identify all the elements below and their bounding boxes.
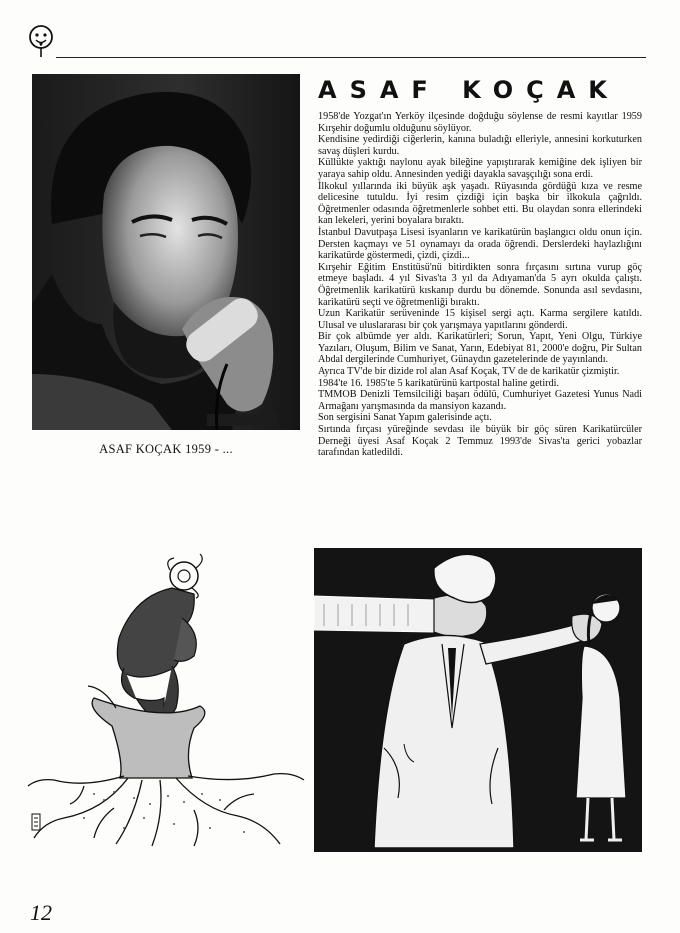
bio-paragraph: Son sergisini Sanat Yapım galerisinde açtı. xyxy=(318,412,492,424)
thinker-with-roots-drawing xyxy=(24,548,306,848)
bio-paragraph: 1958'de Yozgat'ın Yerköy ilçesinde doğduğu söylense de resmi kayıtlar 1959 Kırşehir doğumlu olduğunu söylüyor. xyxy=(318,111,642,134)
bio-paragraph: 1984'te 16. 1985'te 5 karikatürünü kartpostal haline getirdi. xyxy=(318,377,560,389)
header-rule xyxy=(56,57,646,58)
portrait-caption: ASAF KOÇAK 1959 - ... xyxy=(99,442,233,456)
bio-paragraph: TMMOB Denizli Temsilciliği başarı ödülü, Cumhuriyet Gazetesi Yunus Nadi Armağanı yarışmasında da mansiyon kazandı. xyxy=(318,389,642,412)
biography-text xyxy=(318,111,642,459)
bio-paragraph: Kırşehir Eğitim Enstitüsü'nü bitirdikten sonra fırçasını sırtına vurup göç etmeye başladı. 4 yıl Sivas'ta 3 yıl da Adıyaman'da 5 ayrı okulda çalıştı. Öğretmenlik karikatürü kıskanıp durdu bu dönemde. Sonunda asıl sevdasını, karikatürü seçti ve öğretmenliği bıraktı. xyxy=(318,261,642,308)
bio-paragraph: İlkokul yıllarında iki büyük aşk yaşadı. Rüyasında gördüğü kıza ve resme delicesine tutuldu. İyi resim çizdiği için başka bir ilkokula çağrıldı. Öğretmenler odasında öğretmenlerle sohbet etti. Bu olaydan sonra ellerindeki kan lekeleri, yerini boyalara bıraktı. xyxy=(318,180,642,227)
bio-paragraph: Bir çok albümde yer aldı. Karikatürleri; Sorun, Yapıt, Yeni Olgu, Türkiye Yazıları, Oluşum, Bilim ve Sanat, Yarın, Edebiyat 81, 2000'e doğru, Pir Sultan Abdal dergilerinde Cumhuriyet, Günaydın gazetelerinde de yayınlandı. xyxy=(318,331,642,366)
bio-paragraph: Ayrıca TV'de bir dizide rol alan Asaf Koçak, TV de de karikatür çizmiştir. xyxy=(318,366,620,378)
bio-paragraph: Küllükte yaktığı naylonu ayak bileğine yapıştırarak kemiğine dek işliyen bir yaraya sahip oldu. Annesinden yediği dayakla savaşçılığı sona erdi. xyxy=(318,157,642,180)
bio-paragraph: Sırtında fırçası yüreğinde sevdası ile büyük bir göç süren Karikatürcüler Derneği üyesi Asaf Koçak 2 Temmuz 1993'de Sivas'ta gerici yobazlar tarafından katledildi. xyxy=(318,424,642,459)
bio-paragraph: Uzun Karikatür serüveninde 15 kişisel sergi açtı. Karma sergilere katıldı. Ulusal ve uluslararası bir çok yarışmaya yapıtlarını gönderdi. xyxy=(318,308,642,331)
page-number: 12 xyxy=(30,900,52,925)
strangling-hand-cartoon xyxy=(314,548,642,852)
bio-paragraph: İstanbul Davutpaşa Lisesi isyanların ve karikatürün başlangıcı oldu onun için. Dersten kaçmayı ve 51 oynamayı da orada öğrendi. Derslerdeki haylazlığını karikatürde göstermedi, çizdi, çizdi... xyxy=(318,226,642,262)
article-title: ASAF KOÇAK xyxy=(318,76,620,104)
smiley-face-icon xyxy=(26,24,56,58)
portrait-photo xyxy=(32,74,300,430)
bio-paragraph: Kendisine yedirdiği ciğerlerin, kanına buladığı elleriyle, annesini korkuturken savaş düşleri kurdu. xyxy=(318,134,642,157)
